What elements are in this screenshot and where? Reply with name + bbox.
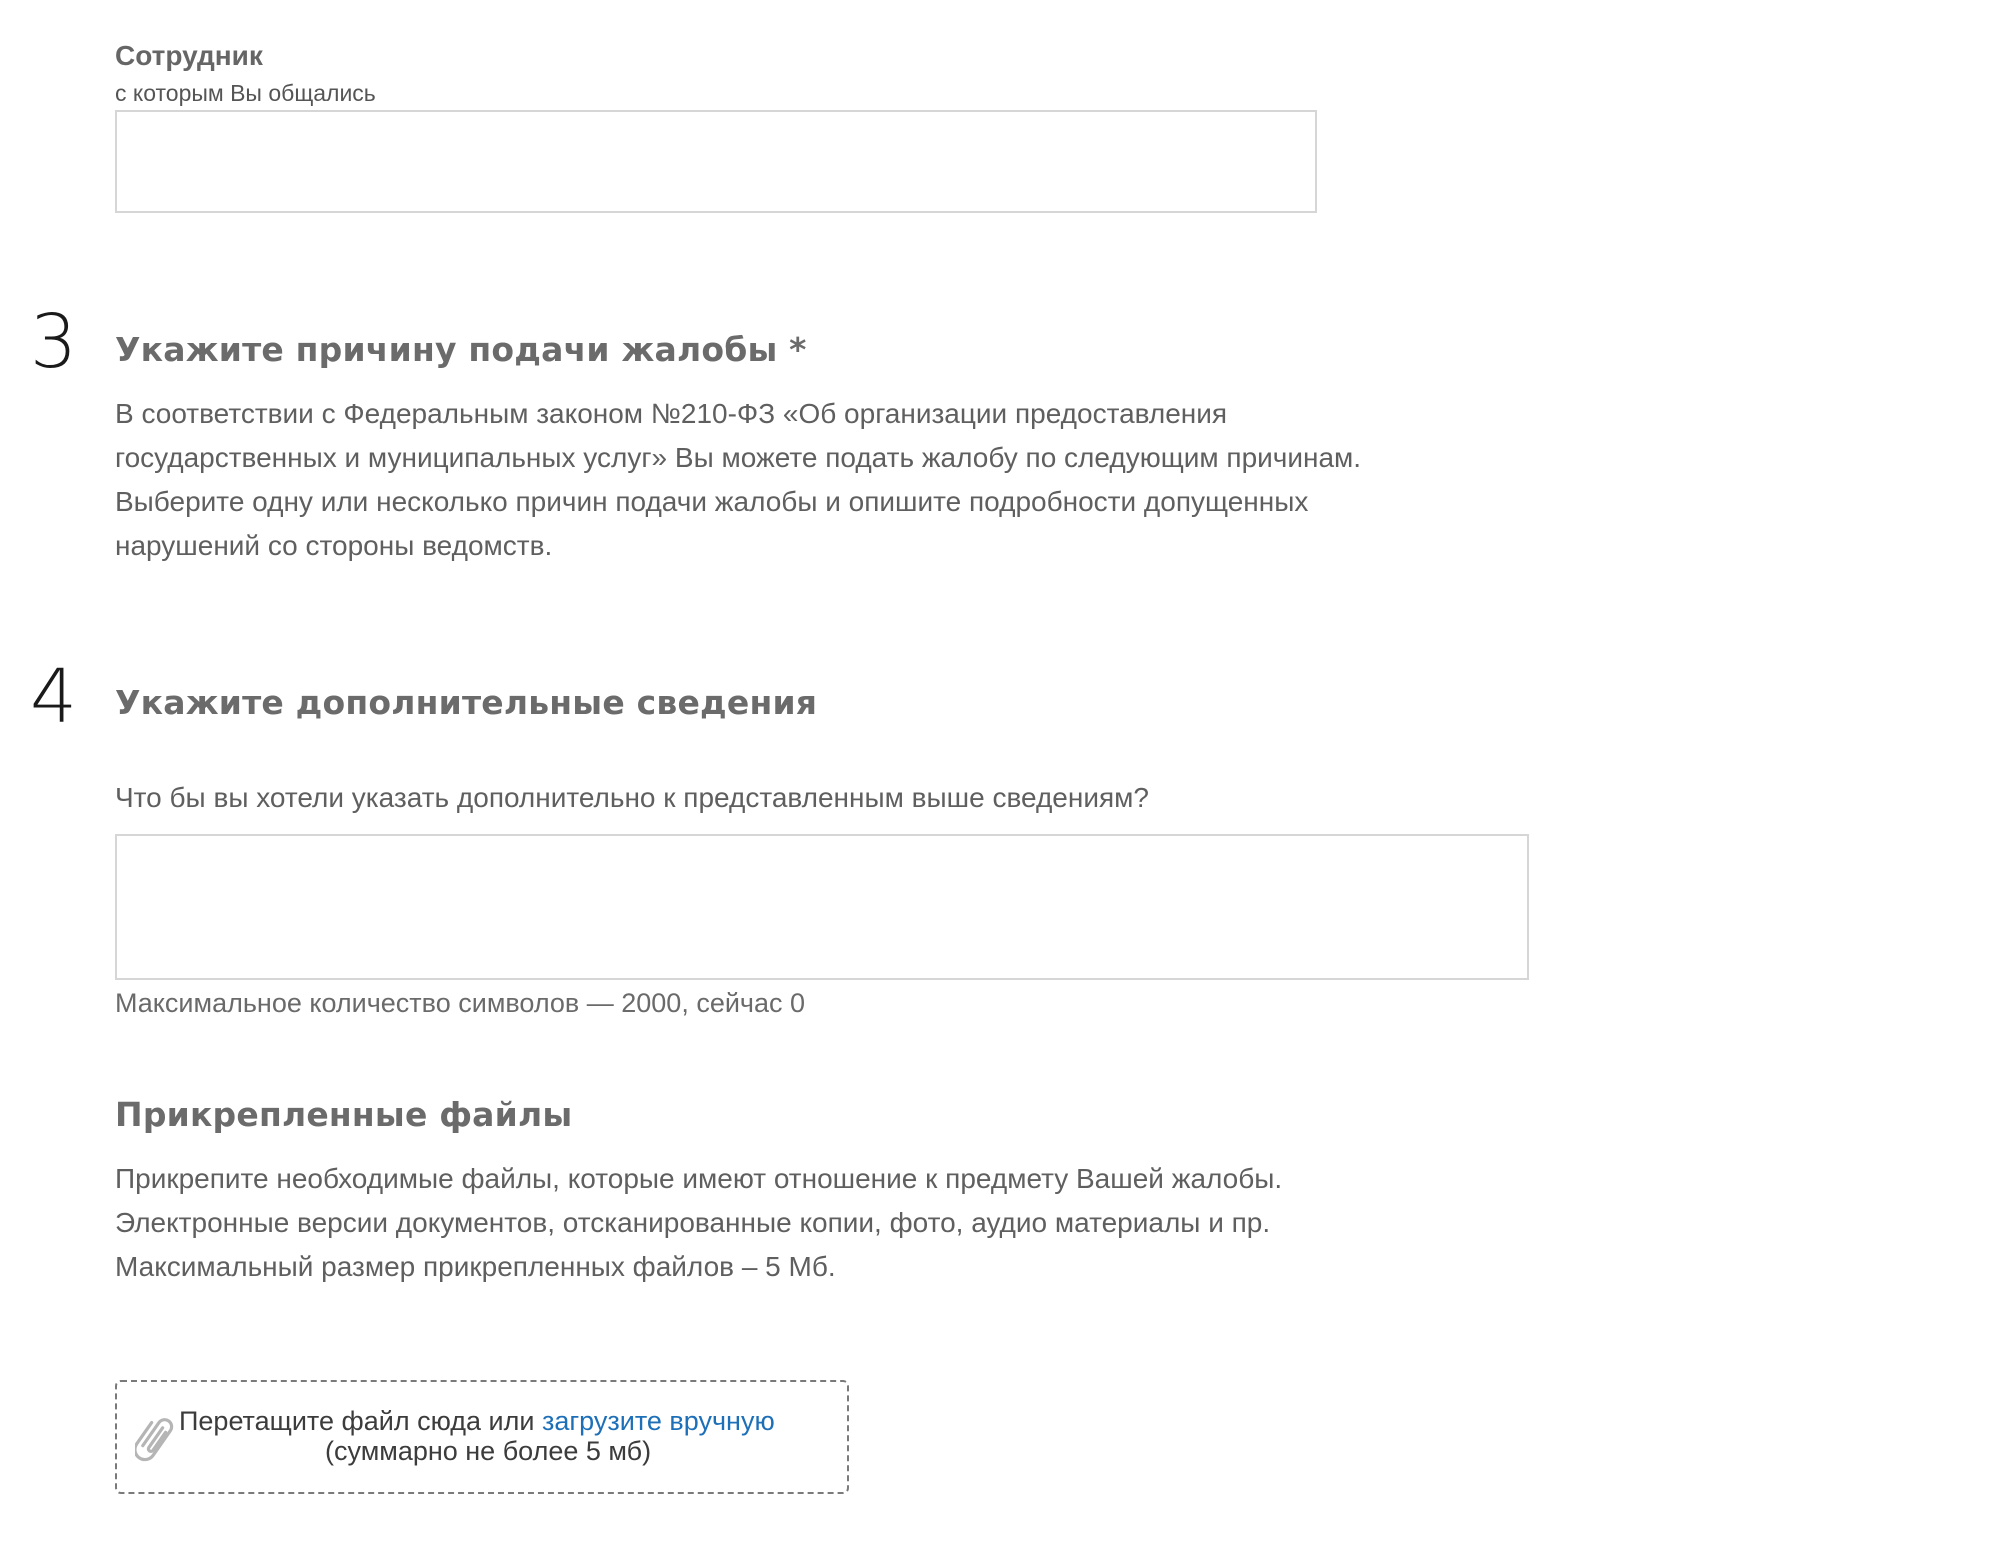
dropzone-text: Перетащите файл сюда или: [179, 1406, 542, 1436]
reason-description: [115, 392, 1361, 568]
section-heading-reason: Укажите причину подачи жалобы *: [115, 330, 807, 369]
reason-description-line: В соответствии с Федеральным законом №210-ФЗ «Об организации предоставления: [115, 398, 1228, 429]
reason-description-line: Выберите одну или несколько причин подачи жалобы и опишите подробности допущенных: [115, 486, 1309, 517]
attached-files-description: [115, 1157, 1282, 1289]
attached-files-line: Прикрепите необходимые файлы, которые имеют отношение к предмету Вашей жалобы.: [115, 1163, 1283, 1194]
additional-question: Что бы вы хотели указать дополнительно к представленным выше сведениям?: [115, 782, 1149, 813]
attached-files-heading: Прикрепленные файлы: [115, 1095, 573, 1134]
step-number-3: 3: [30, 299, 78, 385]
step-number-4: 4: [30, 654, 78, 740]
reason-description-line: нарушений со стороны ведомств.: [115, 530, 553, 561]
attached-files-line: Максимальный размер прикрепленных файлов – 5 Мб.: [115, 1251, 836, 1282]
file-dropzone[interactable]: [115, 1380, 849, 1494]
char-counter: Максимальное количество символов — 2000, сейчас 0: [115, 988, 806, 1018]
reason-description-line: государственных и муниципальных услуг» Вы можете подать жалобу по следующим причинам.: [115, 442, 1362, 473]
employee-sublabel: с которым Вы общались: [115, 80, 376, 106]
employee-input[interactable]: [115, 110, 1317, 213]
attached-files-line: Электронные версии документов, отсканированные копии, фото, аудио материалы и пр.: [115, 1207, 1271, 1238]
employee-label: Сотрудник: [115, 40, 263, 71]
upload-manually-link[interactable]: загрузите вручную: [541, 1406, 775, 1436]
paperclip-icon: [135, 1412, 177, 1466]
section-heading-additional: Укажите дополнительные сведения: [115, 683, 818, 722]
dropzone-instruction: [179, 1406, 775, 1437]
additional-info-textarea[interactable]: [115, 834, 1529, 980]
dropzone-size-note: (суммарно не более 5 мб): [325, 1436, 652, 1466]
